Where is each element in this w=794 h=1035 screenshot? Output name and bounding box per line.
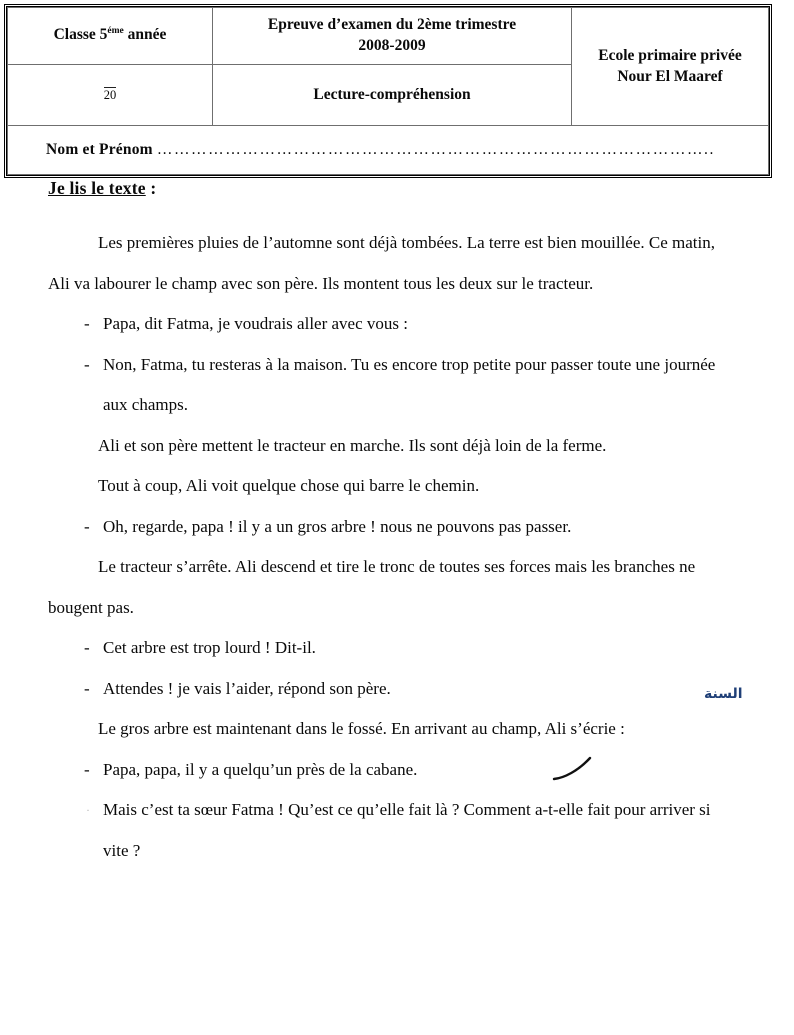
dialogue-line	[0, 304, 794, 345]
story-paragraph-list	[0, 223, 794, 871]
dialogue-line	[0, 669, 794, 710]
dialogue-dash-marker: -	[84, 314, 90, 333]
dialogue-line	[0, 345, 794, 426]
reading-text-section	[0, 178, 794, 871]
class-label-pre: Classe 5	[53, 26, 108, 44]
section-title-underlined-part: Je lis le texte	[48, 178, 146, 198]
student-name-cell	[8, 126, 769, 175]
header-row-name	[8, 126, 769, 175]
dialogue-text: Attendes ! je vais l’aider, répond son père.	[103, 678, 391, 698]
dialogue-text: Mais c’est ta sœur Fatma ! Qu’est ce qu’elle fait là ? Comment a-t-elle fait pour arriver si vite ?	[103, 800, 711, 860]
school-cell	[572, 8, 769, 126]
dialogue-dash-marker: -	[84, 759, 90, 779]
dialogue-text: Oh, regarde, papa ! il y a un gros arbre ! nous ne pouvons pas passer.	[103, 516, 572, 536]
dialogue-dash-marker: -	[84, 354, 90, 374]
section-title-colon: :	[145, 178, 157, 198]
story-paragraph: Tout à coup, Ali voit quelque chose qui barre le chemin.	[98, 476, 480, 495]
student-name-label: Nom et Prénom	[46, 140, 153, 158]
dialogue-dash-marker: ·	[86, 803, 90, 817]
dialogue-text: Papa, dit Fatma, je voudrais aller avec vous :	[103, 314, 408, 333]
dialogue-line	[0, 750, 794, 791]
exam-title-line2: 2008-2009	[358, 37, 426, 54]
dialogue-text: Cet arbre est trop lourd ! Dit-il.	[103, 638, 316, 657]
dialogue-text: Non, Fatma, tu resteras à la maison. Tu es encore trop petite pour passer toute une journée aux champs.	[103, 354, 716, 414]
header-row-top	[8, 8, 769, 65]
exam-title-line1: Epreuve d’examen du 2ème trimestre	[267, 16, 517, 34]
dialogue-line	[0, 790, 794, 871]
dialogue-dash-marker: -	[84, 516, 90, 536]
dialogue-line	[0, 507, 794, 548]
story-paragraph: Ali et son père mettent le tracteur en marche. Ils sont déjà loin de la ferme.	[98, 435, 607, 455]
section-title-je-lis-le-texte	[48, 178, 794, 199]
score-cell	[8, 65, 213, 126]
dialogue-dash-marker: -	[84, 638, 90, 657]
title-spacer	[0, 199, 794, 223]
class-label-ordinal-suffix: éme	[107, 26, 124, 37]
school-name-line1: Ecole primaire privée	[598, 46, 742, 64]
exam-header-table	[4, 4, 772, 178]
class-cell	[8, 8, 213, 65]
arabic-margin-note: السنة	[704, 686, 743, 702]
subject-cell: Lecture-compréhension	[213, 65, 572, 126]
exam-title-cell	[213, 8, 572, 65]
dialogue-line	[0, 628, 794, 669]
student-name-dots[interactable]: ……………………………………………………………………………………..	[156, 140, 715, 158]
story-paragraph: Le gros arbre est maintenant dans le fossé. En arrivant au champ, Ali s’écrie :	[98, 719, 625, 738]
dialogue-dash-marker: -	[84, 678, 90, 698]
dialogue-text: Papa, papa, il y a quelqu’un près de la cabane.	[103, 759, 418, 779]
school-name-line2: Nour El Maaref	[617, 67, 723, 85]
score-total: 20	[103, 87, 117, 102]
story-paragraph: Les premières pluies de l’automne sont déjà tombées. La terre est bien mouillée. Ce matin, Ali va labourer le champ avec son père. Ils montent tous les deux sur le tracteur.	[48, 233, 715, 293]
class-label-post: année	[123, 26, 167, 44]
story-paragraph: Le tracteur s’arrête. Ali descend et tire le tronc de toutes ses forces mais les branches ne bougent pas.	[48, 557, 696, 617]
